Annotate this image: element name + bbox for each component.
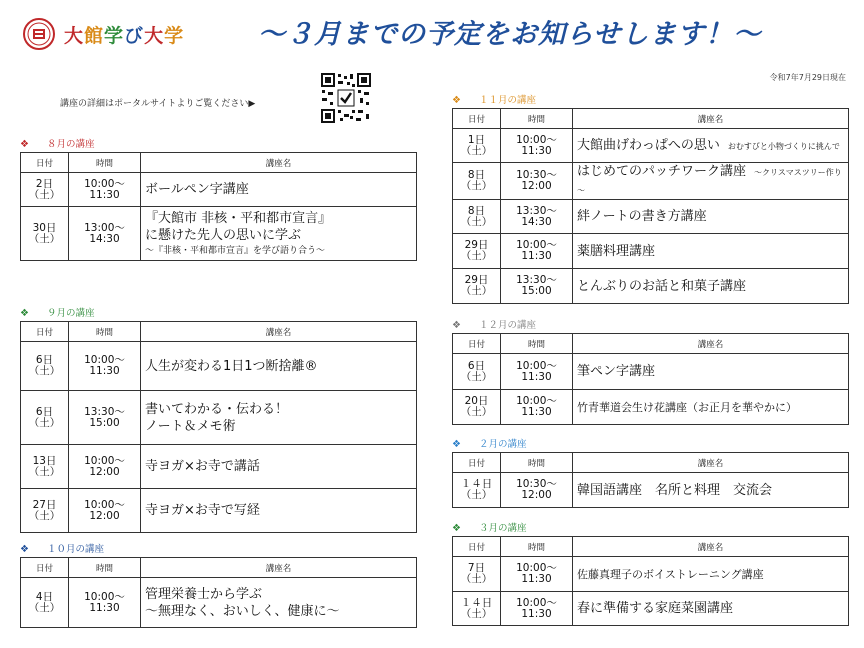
qr-code-icon[interactable] <box>320 72 372 124</box>
cell-time: 13:30～ 14:30 <box>501 200 573 234</box>
header-time: 時間 <box>501 537 573 557</box>
cell-title: 韓国語講座 名所と料理 交流会 <box>573 473 849 508</box>
as-of-date: 令和7年7月29日現在 <box>769 73 846 82</box>
logo-char: 学 <box>104 24 125 47</box>
table-row <box>453 234 849 269</box>
section-november <box>452 94 849 304</box>
header-title: 講座名 <box>141 322 417 342</box>
cell-date: 1日 （土） <box>453 129 501 163</box>
diamond-bullet-icon: ❖ <box>452 95 461 106</box>
diamond-bullet-icon: ❖ <box>20 544 29 555</box>
table-row <box>453 354 849 390</box>
table-header-row <box>21 558 417 578</box>
section-december <box>452 319 849 425</box>
schedule-table <box>20 557 417 628</box>
school-emblem-icon <box>22 17 56 51</box>
section-title <box>452 522 849 536</box>
header-date: 日付 <box>21 153 69 173</box>
table-row <box>21 391 417 445</box>
cell-title: とんぶりのお話と和菓子講座 <box>573 269 849 304</box>
cell-title: 書いてわかる・伝わる！ ノート＆メモ術 <box>141 391 417 445</box>
cell-title: 寺ヨガ×お寺で講話 <box>141 445 417 489</box>
table-row <box>453 200 849 234</box>
schedule-table <box>452 333 849 425</box>
logo-char: 大 <box>144 24 165 47</box>
table-row <box>21 173 417 207</box>
table-row <box>453 163 849 200</box>
cell-time: 10:00～ 11:30 <box>501 234 573 269</box>
cell-subtitle: おむすびと小物づくりに挑んで <box>719 141 840 151</box>
header-date: 日付 <box>453 334 501 354</box>
logo-char: 大 <box>64 24 85 47</box>
cell-time: 13:30～ 15:00 <box>69 391 141 445</box>
cell-date: １４日 （土） <box>453 592 501 626</box>
cell-title: 佐藤真理子のボイストレーニング講座 <box>573 557 849 592</box>
cell-date: 7日 （土） <box>453 557 501 592</box>
cell-title: 春に準備する家庭菜園講座 <box>573 592 849 626</box>
cell-time: 10:30～ 12:00 <box>501 473 573 508</box>
header-time: 時間 <box>501 453 573 473</box>
cell-time: 10:00～ 11:30 <box>69 578 141 628</box>
logo-char: び <box>124 24 145 47</box>
diamond-bullet-icon: ❖ <box>452 320 461 331</box>
section-title-label: １２月の講座 <box>478 320 536 331</box>
logo <box>22 14 222 54</box>
section-february <box>452 438 849 508</box>
header-date: 日付 <box>453 109 501 129</box>
section-september <box>20 307 417 533</box>
table-header-row <box>21 153 417 173</box>
logo-text <box>64 21 184 48</box>
section-title-label: ９月の講座 <box>46 308 95 319</box>
table-header-row <box>21 322 417 342</box>
section-title <box>20 543 417 557</box>
table-row <box>453 592 849 626</box>
section-title <box>20 138 417 152</box>
section-title <box>20 307 417 321</box>
cell-date: 6日 （土） <box>21 391 69 445</box>
header-time: 時間 <box>501 109 573 129</box>
cell-time: 13:30～ 15:00 <box>501 269 573 304</box>
cell-date: 4日 （土） <box>21 578 69 628</box>
table-row <box>453 473 849 508</box>
header-time: 時間 <box>69 322 141 342</box>
cell-title: ボールペン字講座 <box>141 173 417 207</box>
header-date: 日付 <box>21 322 69 342</box>
header-title: 講座名 <box>141 153 417 173</box>
cell-subtitle: ～クリスマスツリー作り～ <box>577 168 842 195</box>
section-title-label: ３月の講座 <box>478 523 527 534</box>
table-row <box>21 578 417 628</box>
section-title-label: １１月の講座 <box>478 95 536 106</box>
cell-date: 30日 （土） <box>21 207 69 261</box>
schedule-table <box>20 152 417 261</box>
schedule-table <box>452 108 849 304</box>
diamond-bullet-icon: ❖ <box>20 139 29 150</box>
diamond-bullet-icon: ❖ <box>20 308 29 319</box>
logo-char: 館 <box>84 24 105 47</box>
cell-date: 6日 （土） <box>21 342 69 391</box>
header-title: 講座名 <box>141 558 417 578</box>
header-title: 講座名 <box>573 334 849 354</box>
cell-title: 大館曲げわっぱへの思い おむすびと小物づくりに挑んで <box>573 129 849 163</box>
cell-date: 13日 （土） <box>21 445 69 489</box>
header-title: 講座名 <box>573 537 849 557</box>
section-march <box>452 522 849 626</box>
diamond-bullet-icon: ❖ <box>452 439 461 450</box>
cell-title: 竹青華道会生け花講座（お正月を華やかに） <box>573 390 849 425</box>
schedule-table <box>452 536 849 626</box>
page-headline: ～３月までの予定をお知らせします！～ <box>258 19 762 50</box>
cell-note: ～『非核・平和都市宣言』を学び語り合う～ <box>145 245 326 256</box>
cell-title: 絆ノートの書き方講座 <box>573 200 849 234</box>
cell-date: 8日 （土） <box>453 200 501 234</box>
table-header-row <box>453 334 849 354</box>
cell-title: 薬膳料理講座 <box>573 234 849 269</box>
table-row <box>21 207 417 261</box>
section-august <box>20 138 417 261</box>
cell-time: 10:00～ 11:30 <box>501 592 573 626</box>
cell-time: 10:00～ 11:30 <box>501 129 573 163</box>
portal-note: 講座の詳細はポータルサイトよりご覧ください▶ <box>60 99 256 109</box>
cell-date: 27日 （土） <box>21 489 69 533</box>
cell-title: はじめてのパッチワーク講座 ～クリスマスツリー作り～ <box>573 163 849 200</box>
cell-date: 20日 （土） <box>453 390 501 425</box>
cell-time: 10:00～ 11:30 <box>501 354 573 390</box>
header-date: 日付 <box>453 453 501 473</box>
table-row <box>21 342 417 391</box>
header-date: 日付 <box>21 558 69 578</box>
table-row <box>453 129 849 163</box>
table-row <box>453 269 849 304</box>
table-row <box>21 445 417 489</box>
schedule-table <box>20 321 417 533</box>
table-header-row <box>453 537 849 557</box>
section-october <box>20 543 417 628</box>
header-date: 日付 <box>453 537 501 557</box>
section-title <box>452 438 849 452</box>
header-time: 時間 <box>501 334 573 354</box>
cell-date: １４日 （土） <box>453 473 501 508</box>
header-title: 講座名 <box>573 109 849 129</box>
section-title-label: １０月の講座 <box>46 544 104 555</box>
header-time: 時間 <box>69 153 141 173</box>
section-title <box>452 94 849 108</box>
cell-time: 10:00～ 11:30 <box>501 557 573 592</box>
header-title: 講座名 <box>573 453 849 473</box>
section-title <box>452 319 849 333</box>
cell-title: 寺ヨガ×お寺で写経 <box>141 489 417 533</box>
table-row <box>453 557 849 592</box>
cell-date: 29日 （土） <box>453 269 501 304</box>
cell-date: 2日 （土） <box>21 173 69 207</box>
cell-title: 筆ペン字講座 <box>573 354 849 390</box>
schedule-table <box>452 452 849 508</box>
cell-time: 10:00～ 11:30 <box>69 173 141 207</box>
table-header-row <box>453 109 849 129</box>
cell-time: 10:00～ 11:30 <box>69 342 141 391</box>
cell-title: 管理栄養士から学ぶ ～無理なく、おいしく、健康に～ <box>141 578 417 628</box>
cell-time: 10:00～ 12:00 <box>69 445 141 489</box>
cell-date: 8日 （土） <box>453 163 501 200</box>
section-title-label: ８月の講座 <box>46 139 95 150</box>
cell-title: 人生が変わる1日1つ断捨離® <box>141 342 417 391</box>
cell-time: 10:30～ 12:00 <box>501 163 573 200</box>
logo-char: 学 <box>164 24 185 47</box>
header-time: 時間 <box>69 558 141 578</box>
cell-title: 『大館市 非核・平和都市宣言』 に懸けた先人の思いに学ぶ ～『非核・平和都市宣言』を学び語り合う～ <box>141 207 417 261</box>
section-title-label: ２月の講座 <box>478 439 527 450</box>
diamond-bullet-icon: ❖ <box>452 523 461 534</box>
cell-date: 29日 （土） <box>453 234 501 269</box>
table-row <box>21 489 417 533</box>
table-header-row <box>453 453 849 473</box>
cell-time: 10:00～ 12:00 <box>69 489 141 533</box>
cell-date: 6日 （土） <box>453 354 501 390</box>
cell-time: 13:00～ 14:30 <box>69 207 141 261</box>
table-row <box>453 390 849 425</box>
cell-time: 10:00～ 11:30 <box>501 390 573 425</box>
